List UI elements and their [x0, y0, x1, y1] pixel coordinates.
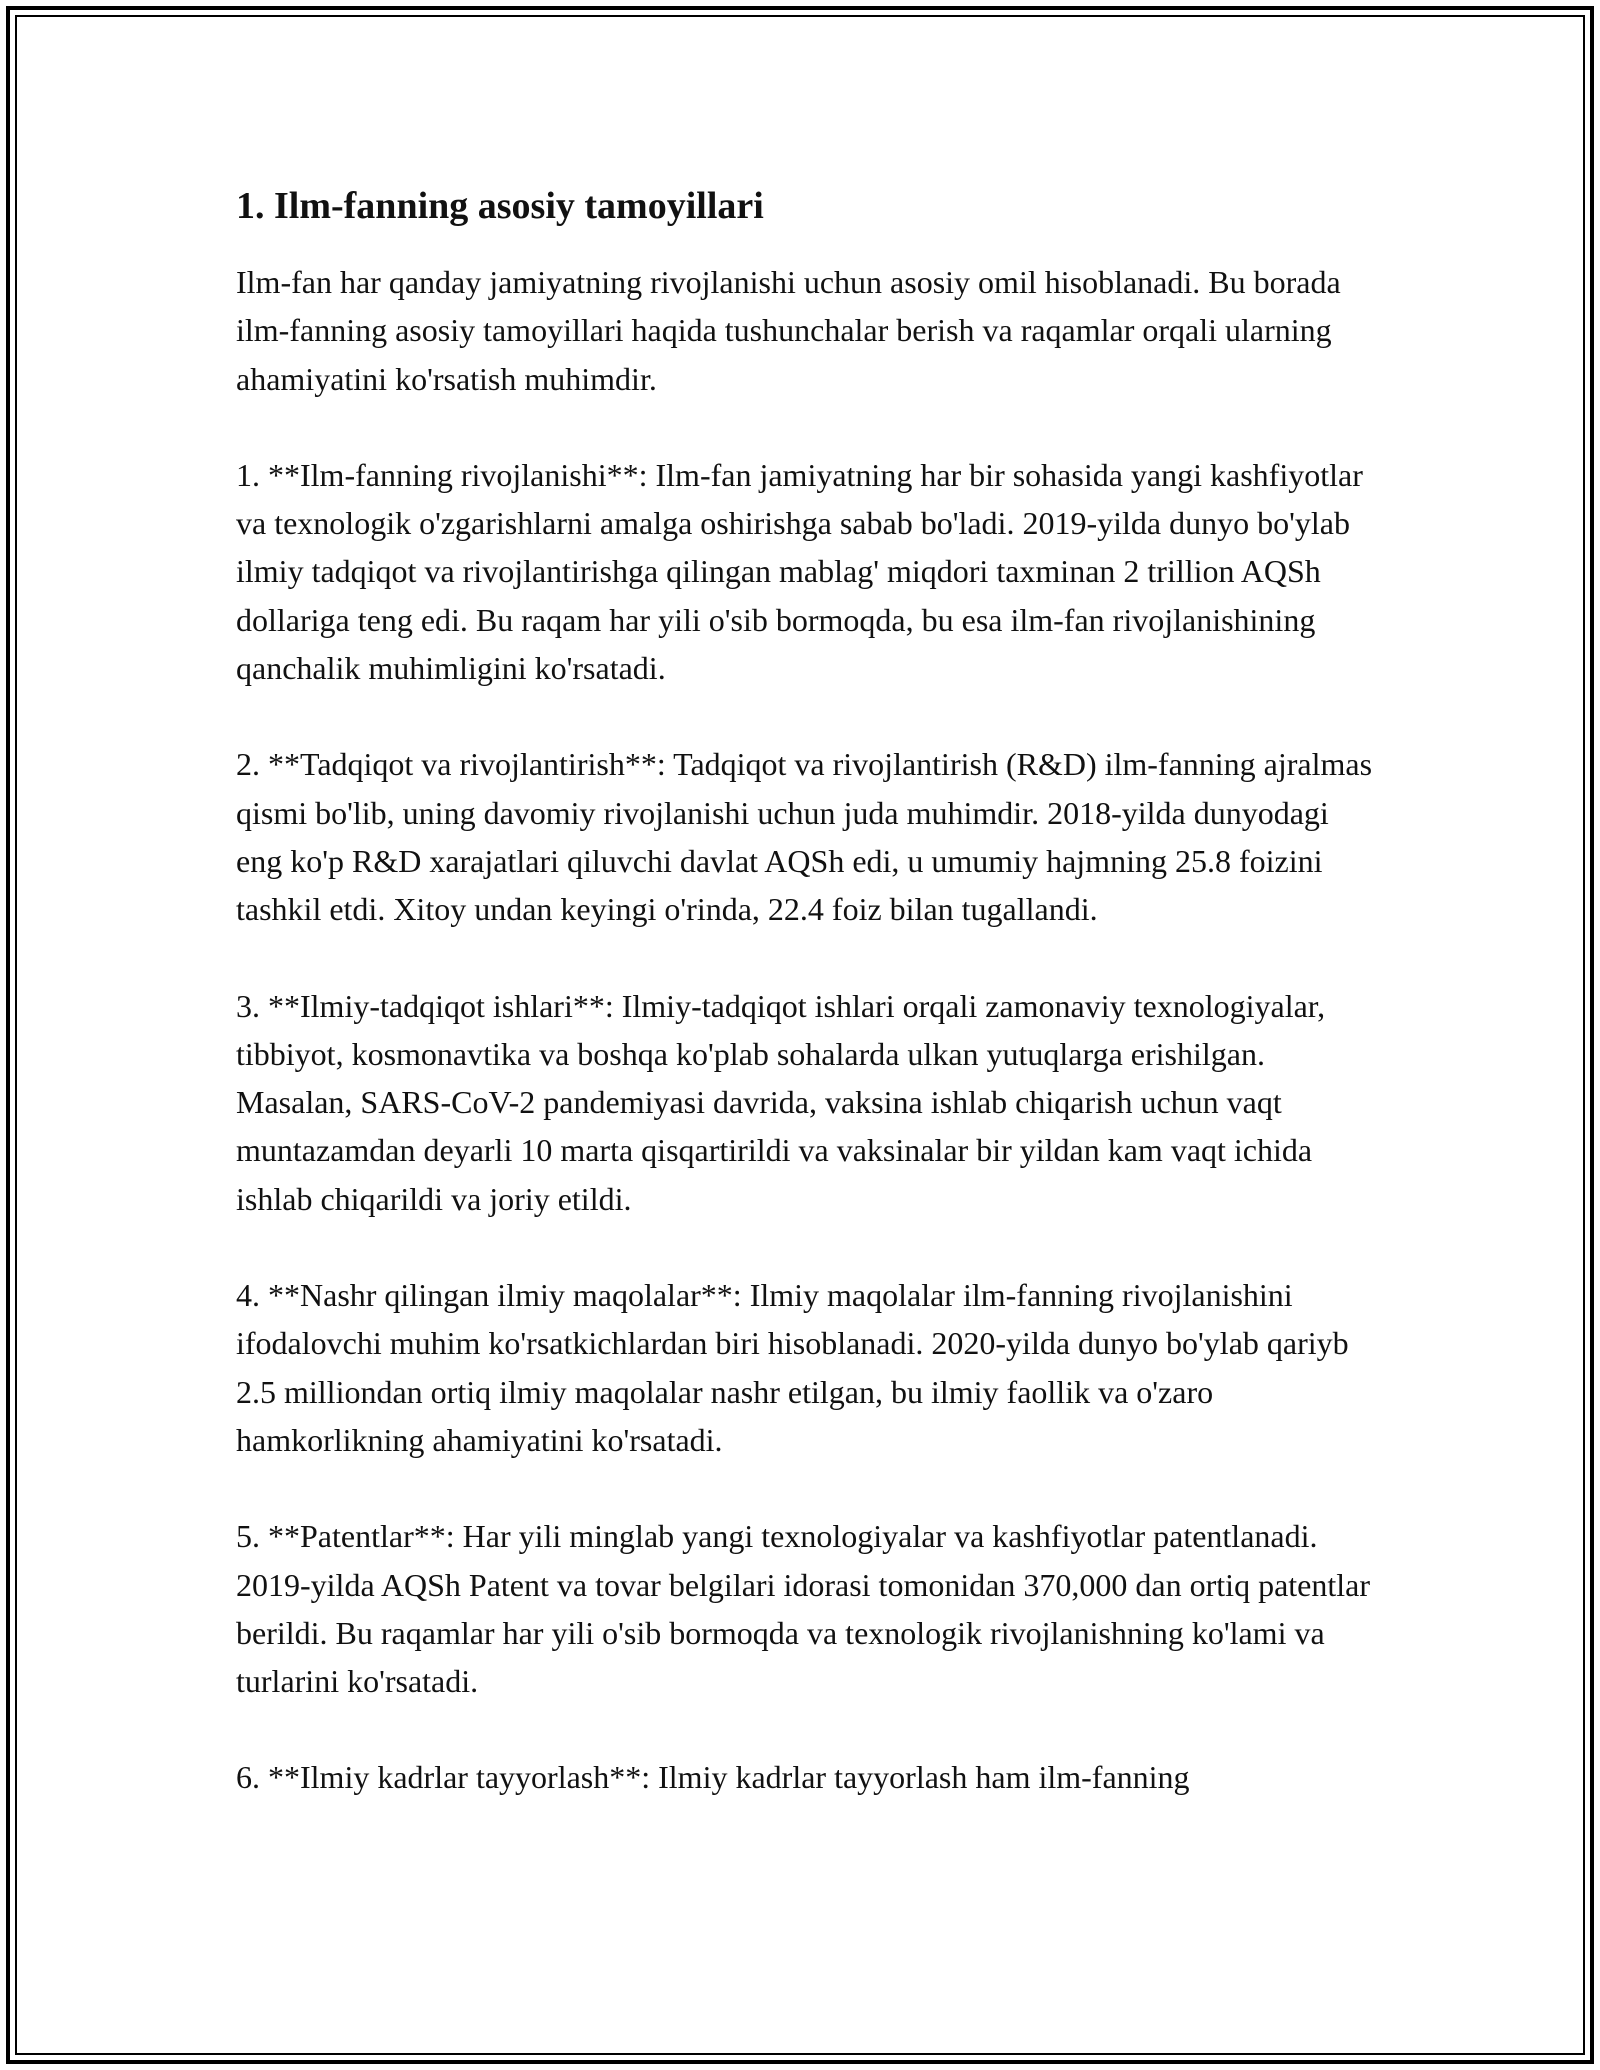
list-item-4: 4. **Nashr qilingan ilmiy maqolalar**: Ilmiy maqolalar ilm-fanning rivojlanishini ifodalovchi muhim ko'rsatkichlardan biri hisoblanadi. 2020-yilda dunyo bo'ylab qariyb 2.5 milliondan ortiq ilmiy maqolalar nashr etilgan, bu ilmiy faollik va o'zaro hamkorlikning ahamiyatini ko'rsatadi.: [236, 1277, 1349, 1458]
list-item-1: 1. **Ilm-fanning rivojlanishi**: Ilm-fan jamiyatning har bir sohasida yangi kashfiyotlar va texnologik o'zgarishlarni amalga oshirishga sabab bo'ladi. 2019-yilda dunyo bo'ylab ilmiy tadqiqot va rivojlantirishga qilingan mablag' miqdori taxminan 2 trillion AQSh dollariga teng edi. Bu raqam har yili o'sib bormoqda, bu esa ilm-fan rivojlanishining qanchalik muhimligini ko'rsatadi.: [236, 456, 1363, 687]
intro-paragraph: Ilm-fan har qanday jamiyatning rivojlanishi uchun asosiy omil hisoblanadi. Bu borada ilm-fanning asosiy tamoyillari haqida tushunchalar berish va raqamlar orqali ularning ahamiyatini ko'rsatish muhimdir.: [236, 264, 1341, 397]
list-item-3: 3. **Ilmiy-tadqiqot ishlari**: Ilmiy-tadqiqot ishlari orqali zamonaviy texnologiyalar, tibbiyot, kosmonavtika va boshqa ko'plab sohalarda ulkan yutuqlarga erishilgan. Masalan, SARS-CoV-2 pandemiyasi davrida, vaksina ishlab chiqarish uchun vaqt muntazamdan deyarli 10 marta qisqartirildi va vaksinalar bir yildan kam vaqt ichida ishlab chiqarildi va joriy etildi.: [236, 987, 1326, 1217]
document-title: 1. Ilm-fanning asosiy tamoyillari: [236, 185, 764, 227]
list-item-6: 6. **Ilmiy kadrlar tayyorlash**: Ilmiy kadrlar tayyorlash ham ilm-fanning: [236, 1759, 1190, 1796]
list-item-5: 5. **Patentlar**: Har yili minglab yangi texnologiyalar va kashfiyotlar patentlanadi. 2019-yilda AQSh Patent va tovar belgilari idorasi tomonidan 370,000 dan ortiq patentlar berildi. Bu raqamlar har yili o'sib bormoqda va texnologik rivojlanishning ko'lami va turlarini ko'rsatadi.: [236, 1518, 1370, 1700]
document-page: [236, 182, 1376, 1802]
list-item-2: 2. **Tadqiqot va rivojlantirish**: Tadqiqot va rivojlantirish (R&D) ilm-fanning ajralmas qismi bo'lib, uning davomiy rivojlanishi uchun juda muhimdir. 2018-yilda dunyodagi eng ko'p R&D xarajatlari qiluvchi davlat AQSh edi, u umumiy hajmning 25.8 foizini tashkil etdi. Xitoy undan keyingi o'rinda, 22.4 foiz bilan tugallandi.: [236, 746, 1373, 928]
